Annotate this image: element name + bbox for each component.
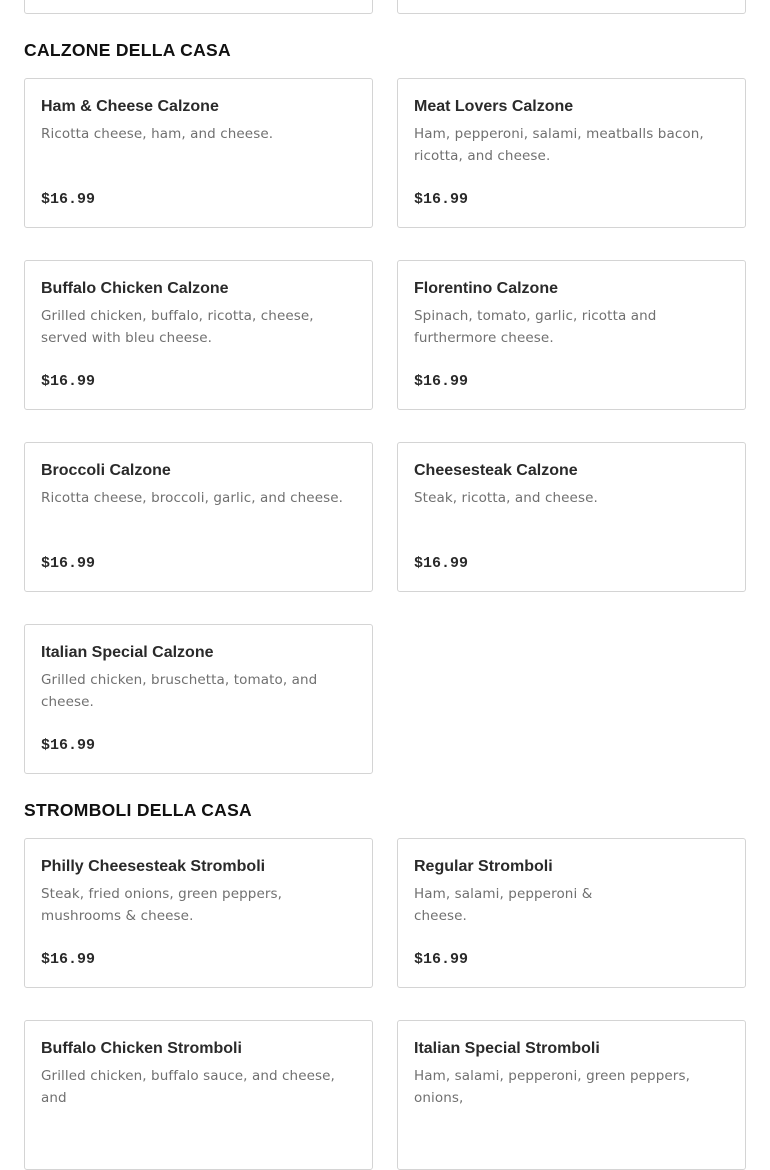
menu-item-name: Italian Special Stromboli bbox=[414, 1040, 600, 1057]
menu-item-description: Steak, fried onions, green peppers, mushrooms & cheese. bbox=[41, 886, 283, 924]
menu-item-price: $16.99 bbox=[41, 555, 96, 572]
menu-item-name: Buffalo Chicken Stromboli bbox=[41, 1040, 242, 1057]
menu-item-name: Philly Cheesesteak Stromboli bbox=[41, 858, 266, 875]
menu-item-description: Ricotta cheese, broccoli, garlic, and cheese. bbox=[41, 490, 344, 506]
menu-item-card[interactable] bbox=[24, 442, 373, 592]
menu-item-description: Steak, ricotta, and cheese. bbox=[414, 490, 598, 506]
menu-item-card-partial[interactable] bbox=[24, 0, 373, 14]
menu-item-card[interactable] bbox=[24, 260, 373, 410]
menu-item-card-partial[interactable] bbox=[397, 0, 746, 14]
section-title-calzone: CALZONE DELLA CASA bbox=[24, 40, 231, 60]
menu-item-card[interactable] bbox=[397, 442, 746, 592]
menu-item-price: $16.99 bbox=[414, 373, 469, 390]
menu-item-name: Ham & Cheese Calzone bbox=[41, 98, 219, 115]
menu-item-description: Ham, salami, pepperoni, green peppers, onions, bbox=[414, 1068, 690, 1106]
menu-item-name: Broccoli Calzone bbox=[41, 462, 171, 479]
menu-item-description: Grilled chicken, bruschetta, tomato, and cheese. bbox=[41, 672, 318, 710]
menu-item-card[interactable] bbox=[397, 1020, 746, 1170]
menu-item-name: Regular Stromboli bbox=[414, 858, 553, 875]
section-title-stromboli: STROMBOLI DELLA CASA bbox=[24, 800, 252, 820]
menu-item-description: Grilled chicken, buffalo, ricotta, cheese, served with bleu cheese. bbox=[41, 308, 314, 346]
menu-item-card[interactable] bbox=[397, 260, 746, 410]
menu-item-card[interactable] bbox=[24, 1020, 373, 1170]
menu-item-card[interactable] bbox=[397, 78, 746, 228]
menu-item-name: Florentino Calzone bbox=[414, 280, 558, 297]
menu-item-price: $16.99 bbox=[41, 373, 96, 390]
menu-item-description: Ham, pepperoni, salami, meatballs bacon, ricotta, and cheese. bbox=[414, 126, 704, 164]
menu-item-name: Italian Special Calzone bbox=[41, 644, 214, 661]
menu-item-card[interactable] bbox=[24, 624, 373, 774]
menu-item-price: $16.99 bbox=[41, 191, 96, 208]
menu-item-card[interactable] bbox=[24, 78, 373, 228]
menu-item-card[interactable] bbox=[24, 838, 373, 988]
menu-item-price: $16.99 bbox=[41, 951, 96, 968]
menu-item-card[interactable] bbox=[397, 838, 746, 988]
menu-item-description: Grilled chicken, buffalo sauce, and cheese, and bbox=[41, 1068, 335, 1106]
menu-item-description: Ham, salami, pepperoni & cheese. bbox=[414, 886, 593, 924]
menu-item-name: Buffalo Chicken Calzone bbox=[41, 280, 229, 297]
menu-item-price: $16.99 bbox=[414, 951, 469, 968]
menu-item-description: Spinach, tomato, garlic, ricotta and furthermore cheese. bbox=[414, 308, 657, 346]
menu-item-description: Ricotta cheese, ham, and cheese. bbox=[41, 126, 274, 142]
menu-item-price: $16.99 bbox=[414, 555, 469, 572]
menu-item-name: Cheesesteak Calzone bbox=[414, 462, 578, 479]
menu-item-price: $16.99 bbox=[41, 737, 96, 754]
menu-item-price: $16.99 bbox=[414, 191, 469, 208]
menu-item-name: Meat Lovers Calzone bbox=[414, 98, 574, 115]
